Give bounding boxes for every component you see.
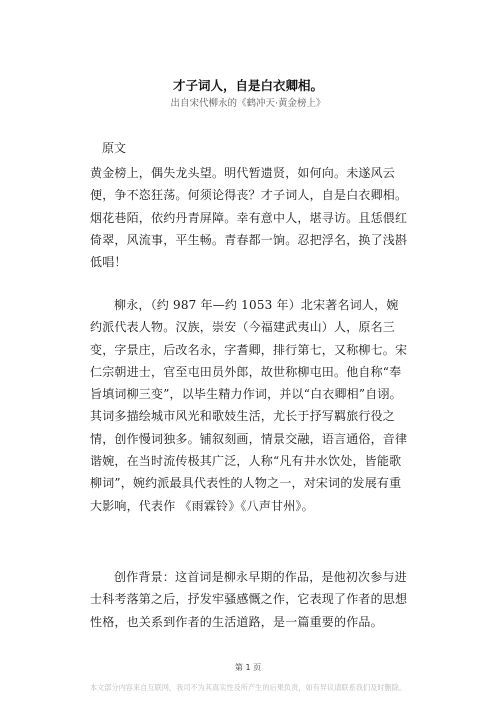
- page-number: 第 1 页: [234, 663, 262, 672]
- background-paragraph: 创作背景：这首词是柳永早期的作品，是他初次参与进士科考落第之后，抒发牢骚感慨之作，它表现了作者的思想性格，也关系到作者的生活道路，是一篇重要的作品。: [90, 570, 408, 629]
- poem-text: [90, 162, 410, 273]
- creation-background: [90, 566, 410, 633]
- poem-paragraph: 黄金榜上，偶失龙头望。明代暂遗贤，如何向。未遂风云便，争不恣狂荡。何须论得丧？才子词人，自是白衣卿相。: [90, 166, 408, 203]
- author-paragraph: 柳永，（约 987 年—约 1053 年）北宋著名词人，婉约派代表人物。汉族，崇安（今福建武夷山）人，原名三变，字景庄，后改名永，字耆卿，排行第七，又称柳七。宋仁宗朝进士，官至屯田员外郎，故世称柳屯田。他自称“奉旨填词柳三变”，以毕生精力作词，并以“白衣卿相”自诩。其词多描绘城市风光和歌妓生活，尤长于抒写羁旅行役之情，创作慢词独多。铺叙刻画，情景交融，语言通俗，音律谐婉，在当时流传极其广泛，人称“凡有井水饮处，皆能歌柳词”，婉约派最具代表性的人物之一，对宋词的发展有重大影响，代表作 《雨霖铃》《八声甘州》。: [90, 298, 408, 513]
- footer-disclaimer: 本文部分内容来自互联网，我司不为其真实性及所产生的后果负责，如有异议请联系我们及时删除。: [89, 683, 407, 692]
- author-bio: [90, 294, 410, 517]
- document-title: 才子词人，自是白衣卿相。: [172, 78, 323, 93]
- section-label-original-text: 原文: [102, 141, 127, 155]
- poem-paragraph: 烟花巷陌，依约丹青屏障。幸有意中人，堪寻访。且恁偎红倚翠，风流事，平生畅。青春都一饷。忍把浮名，换了浅斟低唱！: [90, 210, 408, 270]
- document-subtitle: 出自宋代柳永的《鹤冲天·黄金榜上》: [170, 98, 326, 109]
